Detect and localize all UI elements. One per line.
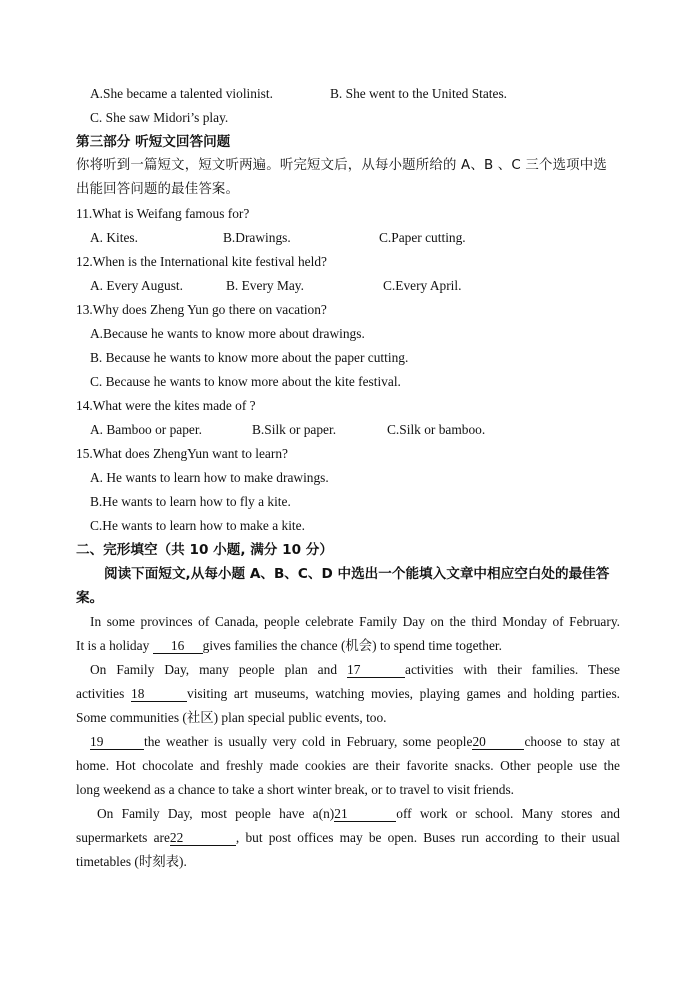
part3-instruction-line2: 出能回答问题的最佳答案。	[76, 182, 240, 197]
blank-19: 19	[90, 734, 144, 750]
passage-text: On Family Day, many people plan and	[90, 662, 348, 677]
question-15-option-c: C.He wants to learn how to make a kite.	[90, 518, 305, 533]
passage-text: the weather is usually very cold in February, some people	[144, 734, 473, 749]
section2-instruction-line1: 阅读下面短文,从每小题 A、B、C、D 中选出一个能填入文章中相应空白处的最佳答	[104, 566, 610, 582]
passage-text: It is a holiday	[76, 638, 153, 653]
section2-heading: 二、完形填空（共 10 小题, 满分 10 分）	[76, 542, 333, 558]
q10-option-a: A.She became a talented violinist.	[90, 86, 273, 101]
part3-instruction-line1: 你将听到一篇短文，短文听两遍。听完短文后，从每小题所给的 A、B 、C 三个选项中选	[76, 158, 607, 173]
question-11-option-b: B.Drawings.	[223, 230, 291, 245]
blank-16: 16	[153, 638, 203, 654]
q10-option-c: C. She saw Midori’s play.	[90, 110, 229, 125]
q10-option-b: B. She went to the United States.	[330, 86, 508, 101]
blank-21: 21	[334, 806, 396, 822]
passage-p2-line2	[76, 685, 620, 703]
passage-text: , but post offices may be open. Buses run according to their usual	[235, 830, 620, 845]
question-13-option-b: B. Because he wants to know more about the paper cutting.	[90, 350, 409, 365]
question-15-option-b: B.He wants to learn how to fly a kite.	[90, 494, 291, 509]
passage-p3-line1	[90, 733, 620, 751]
passage-text: off work or school. Many stores and	[396, 806, 620, 821]
passage-p4-line1	[97, 805, 620, 823]
question-13-option-a: A.Because he wants to know more about drawings.	[90, 326, 365, 341]
passage-text: visiting art museums, watching movies, playing games and holding parties.	[187, 686, 621, 701]
question-11-stem: 11.What is Weifang famous for?	[76, 206, 250, 221]
question-12-option-b: B. Every May.	[226, 278, 304, 293]
passage-text: choose to stay at	[524, 734, 620, 749]
question-12-option-c: C.Every April.	[383, 278, 462, 293]
question-12-option-a: A. Every August.	[90, 278, 183, 293]
part3-heading: 第三部分 听短文回答问题	[76, 134, 231, 150]
passage-p3-line2: home. Hot chocolate and freshly made cookies are their favorite snacks. Other people use the	[76, 758, 620, 773]
question-14-option-b: B.Silk or paper.	[252, 422, 337, 437]
question-13-stem: 13.Why does Zheng Yun go there on vacation?	[76, 302, 327, 317]
passage-text: activities	[76, 686, 132, 701]
question-14-option-c: C.Silk or bamboo.	[387, 422, 486, 437]
passage-p1-line1: In some provinces of Canada, people celebrate Family Day on the third Monday of February.	[90, 614, 620, 629]
question-13-option-c: C. Because he wants to know more about the kite festival.	[90, 374, 401, 389]
passage-text: On Family Day, most people have a(n)	[97, 806, 335, 821]
passage-p4-line2	[76, 829, 620, 847]
passage-p3-line3: long weekend as a chance to take a short winter break, or to travel to visit friends.	[76, 782, 515, 797]
passage-p2-line1	[90, 661, 620, 679]
question-15-stem: 15.What does ZhengYun want to learn?	[76, 446, 288, 461]
question-14-option-a: A. Bamboo or paper.	[90, 422, 202, 437]
passage-p1-line2	[76, 637, 502, 655]
question-14-stem: 14.What were the kites made of ?	[76, 398, 256, 413]
question-12-stem: 12.When is the International kite festival held?	[76, 254, 327, 269]
question-11-option-a: A. Kites.	[90, 230, 138, 245]
passage-text: gives families the chance (机会) to spend time together.	[202, 638, 502, 653]
passage-p4-line3: timetables (时刻表).	[76, 854, 187, 869]
question-11-option-c: C.Paper cutting.	[379, 230, 466, 245]
blank-17: 17	[347, 662, 405, 678]
passage-p2-line3: Some communities (社区) plan special public events, too.	[76, 710, 387, 725]
blank-22: 22	[170, 830, 236, 846]
section2-instruction-line2: 案。	[76, 590, 104, 606]
passage-text: supermarkets are	[76, 830, 170, 845]
blank-20: 20	[472, 734, 524, 750]
passage-text: activities with their families. These	[405, 662, 621, 677]
blank-18: 18	[131, 686, 187, 702]
question-15-option-a: A. He wants to learn how to make drawings.	[90, 470, 329, 485]
